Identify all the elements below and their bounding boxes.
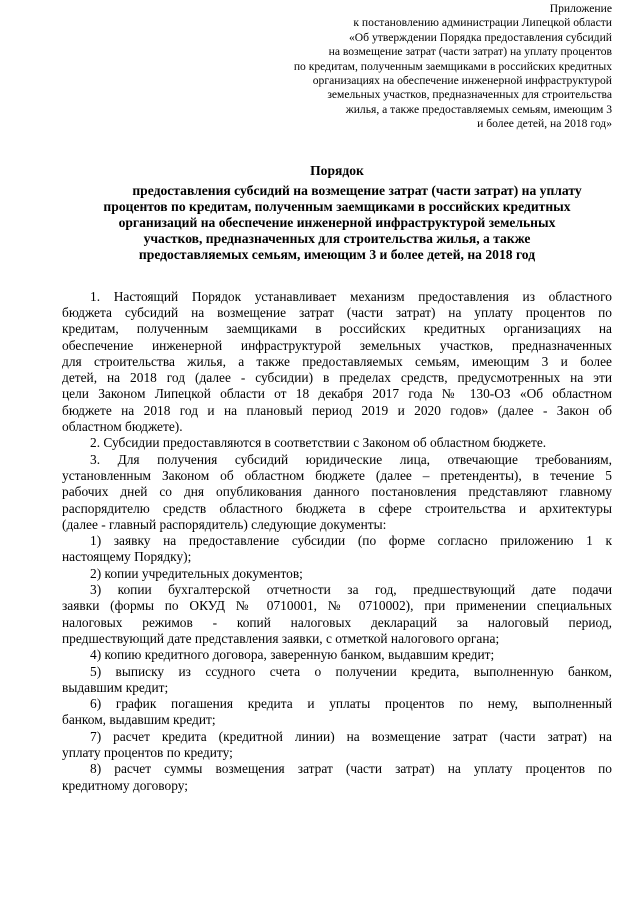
appendix-line: и более детей, на 2018 год» (477, 117, 612, 131)
body-line: рабочих дней со дня опубликования данного постановления представляют главному (62, 484, 612, 500)
appendix-line: по кредитам, полученным заемщиками в российских кредитных (293, 59, 612, 73)
body-line: 4) копию кредитного договора, заверенную банком, выдавшим кредит; (90, 647, 495, 663)
appendix-header (62, 0, 612, 132)
body-line: 3) копии бухгалтерской отчетности за год, предшествующий дате подачи (90, 582, 612, 598)
body-line: 7) расчет кредита (кредитной линии) на возмещение затрат (части затрат) на (90, 728, 612, 744)
subtitle-line: предоставляемых семьям, имеющим 3 и более детей, на 2018 год (138, 247, 536, 263)
body-line: 6) график погашения кредита и уплаты процентов по нему, выполненный (90, 696, 612, 712)
body-line: 1. Настоящий Порядок устанавливает механизм предоставления из областного (90, 288, 612, 304)
document-subtitle (62, 183, 612, 264)
appendix-line: жилья, а также предоставляемых семьям, имеющим 3 (345, 102, 612, 116)
body-line: 8) расчет суммы возмещения затрат (части затрат) на уплату процентов по (90, 761, 612, 777)
body-line: цели Законом Липецкой области от 18 декабря 2017 года № 130-ОЗ «Об областном (62, 386, 612, 402)
body-line: 1) заявку на предоставление субсидии (по форме согласно приложению 1 к (90, 533, 612, 549)
appendix-line: земельных участков, предназначенных для строительства (327, 88, 612, 102)
subtitle-line: предоставления субсидий на возмещение затрат (части затрат) на уплату (132, 182, 582, 198)
body-line: 5) выписку из ссудного счета о получении кредита, выполненную банком, (90, 663, 612, 679)
body-line: выдавшим кредит; (62, 679, 169, 695)
body-line: распорядителю средств областного бюджета в сфере строительства и архитектуры (62, 500, 612, 516)
body-line: обеспечение инженерной инфраструктурой земельных участков, предназначенных (62, 337, 612, 353)
subtitle-line: организаций на обеспечение инженерной инфраструктурой земельных (118, 215, 556, 231)
body-line: установленным Законом об областном бюджете (далее – претенденты), в течение 5 (62, 467, 612, 483)
body-line: 2) копии учредительных документов; (90, 565, 303, 581)
appendix-line: организациях на обеспечение инженерной инфраструктурой (312, 74, 612, 88)
body-line: кредитному договору; (62, 777, 188, 793)
body-line: кредитам, полученным заемщиками в российских кредитных организациях на (62, 321, 612, 337)
appendix-line: к постановлению администрации Липецкой области (353, 16, 612, 30)
body-line: бюджете на 2018 год и на плановый период 2019 и 2020 годов» (далее - Закон об (62, 402, 612, 418)
body-line: налоговых режимов - копий налоговых деклараций за налоговый период, (62, 614, 612, 630)
body-line: 2. Субсидии предоставляются в соответствии с Законом об областном бюджете. (90, 435, 547, 451)
appendix-line: Приложение (549, 2, 612, 15)
body-line: уплату процентов по кредиту; (62, 744, 233, 760)
appendix-line: «Об утверждении Порядка предоставления субсидий (348, 30, 612, 44)
document-body (62, 289, 612, 794)
body-line: заявки (формы по ОКУД № 0710001, № 0710002), при применении специальных (62, 598, 612, 614)
document-title: Порядок (310, 162, 364, 178)
body-line: банком, выдавшим кредит; (62, 712, 216, 728)
body-line: бюджета субсидий на возмещение затрат (части затрат) на уплату процентов по (62, 304, 612, 320)
body-line: настоящему Порядку); (62, 549, 192, 565)
subtitle-line: участков, предназначенных для строительства жилья, а также (143, 231, 531, 247)
body-line: (далее - главный распорядитель) следующие документы: (62, 516, 387, 532)
body-line: областном бюджете). (62, 419, 183, 435)
body-line: 3. Для получения субсидий юридические лица, отвечающие требованиям, (90, 451, 612, 467)
body-line: для строительства жилья, а также предоставляемых семьям, имеющим 3 и более (62, 353, 612, 369)
appendix-line: на возмещение затрат (части затрат) на уплату процентов (328, 45, 612, 59)
subtitle-line: процентов по кредитам, полученным заемщиками в российских кредитных (103, 198, 571, 214)
body-line: детей, на 2018 год (далее - субсидии) в пределах средств, предусмотренных на эти (62, 370, 612, 386)
body-line: предшествующий дате представления заявки, с отметкой налогового органа; (62, 630, 500, 646)
